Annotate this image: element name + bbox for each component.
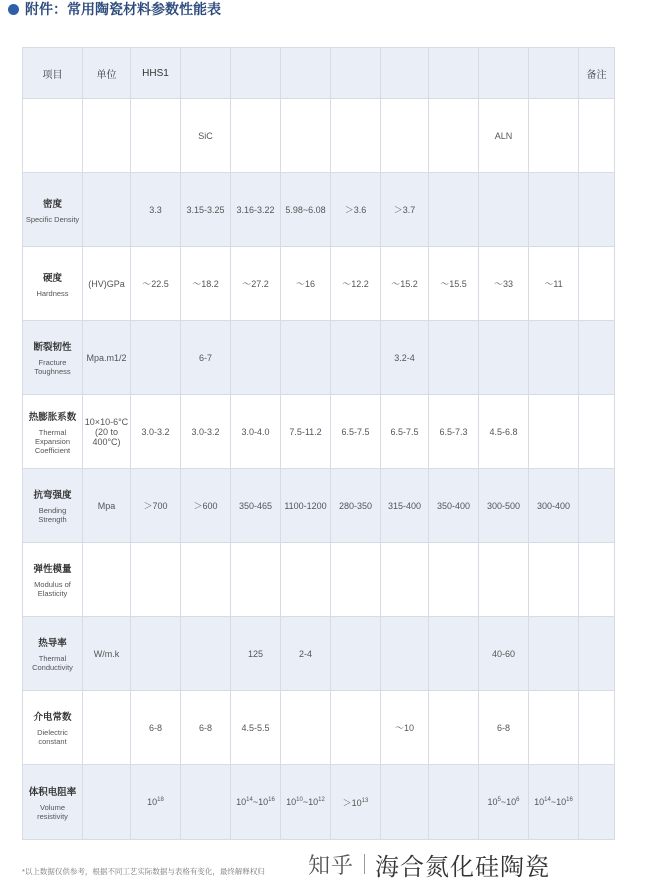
value-cell: $10^5\sim 10^6$	[479, 765, 529, 840]
value-cell	[231, 321, 281, 395]
value-cell	[281, 691, 331, 765]
value-cell	[529, 173, 579, 247]
property-label: 热膨胀系数 Thermal Expansion Coefficient	[23, 395, 83, 469]
value-cell: 6.5-7.3	[429, 395, 479, 469]
value-cell: ～11	[529, 247, 579, 321]
value-cell	[529, 543, 579, 617]
value-cell: 6.5-7.5	[381, 395, 429, 469]
value-cell	[231, 543, 281, 617]
value-cell	[381, 617, 429, 691]
watermark-divider	[364, 854, 365, 874]
header-unit: 单位	[83, 48, 131, 99]
value-cell	[429, 691, 479, 765]
header-material	[529, 48, 579, 99]
bullet-dot-icon	[8, 4, 19, 15]
remark-cell	[579, 617, 615, 691]
value-cell: ～33	[479, 247, 529, 321]
property-label: 断裂韧性 Fracture Toughness	[23, 321, 83, 395]
value-cell: 3.2-4	[381, 321, 429, 395]
table-header-row	[23, 48, 615, 99]
table-row	[23, 173, 615, 247]
header-material: HHS1	[131, 48, 181, 99]
value-cell: ＞3.7	[381, 173, 429, 247]
header-item: 项目	[23, 48, 83, 99]
unit-cell: Mpa.m1/2	[83, 321, 131, 395]
material-cell: ALN	[479, 99, 529, 173]
value-cell: 1100-1200	[281, 469, 331, 543]
value-cell: ＞600	[181, 469, 231, 543]
unit-cell	[83, 173, 131, 247]
value-cell: $10^{14}\sim 10^{16}$	[529, 765, 579, 840]
value-cell: 315-400	[381, 469, 429, 543]
material-cell	[429, 99, 479, 173]
value-cell: 300-400	[529, 469, 579, 543]
unit-cell	[83, 543, 131, 617]
watermark	[308, 846, 550, 882]
remark-cell	[579, 395, 615, 469]
header-remark: 备注	[579, 48, 615, 99]
value-cell	[429, 173, 479, 247]
remark-cell	[579, 173, 615, 247]
remark-cell	[579, 99, 615, 173]
unit-cell: Mpa	[83, 469, 131, 543]
property-label: 密度 Specific Density	[23, 173, 83, 247]
material-cell	[529, 99, 579, 173]
remark-cell	[579, 765, 615, 840]
unit-cell: 10×10-6°C (20 to 400°C)	[83, 395, 131, 469]
value-cell: ～16	[281, 247, 331, 321]
value-cell: 300-500	[479, 469, 529, 543]
property-label: 弹性模量 Modulus of Elasticity	[23, 543, 83, 617]
value-cell: $10^{10}\sim 10^{12}$	[281, 765, 331, 840]
value-cell: 6.5-7.5	[331, 395, 381, 469]
unit-cell	[83, 765, 131, 840]
header-material	[381, 48, 429, 99]
value-cell: ～10	[381, 691, 429, 765]
value-cell	[479, 173, 529, 247]
table-row	[23, 469, 615, 543]
value-cell: ～22.5	[131, 247, 181, 321]
page-title	[8, 0, 221, 18]
value-cell	[529, 691, 579, 765]
value-cell: $10^{14}\sim 10^{16}$	[231, 765, 281, 840]
material-cell	[331, 99, 381, 173]
value-cell: 350-400	[429, 469, 479, 543]
remark-cell	[579, 469, 615, 543]
value-cell: 4.5-5.5	[231, 691, 281, 765]
value-cell	[181, 543, 231, 617]
value-cell: 40-60	[479, 617, 529, 691]
value-cell: ＞3.6	[331, 173, 381, 247]
value-cell: 4.5-6.8	[479, 395, 529, 469]
value-cell: 3.15-3.25	[181, 173, 231, 247]
value-cell	[131, 543, 181, 617]
value-cell	[331, 691, 381, 765]
value-cell	[429, 321, 479, 395]
value-cell: ～15.5	[429, 247, 479, 321]
value-cell: 2-4	[281, 617, 331, 691]
watermark-author: 海合氮化硅陶瓷	[375, 852, 551, 881]
remark-cell	[579, 247, 615, 321]
material-cell	[83, 99, 131, 173]
value-cell: ～15.2	[381, 247, 429, 321]
table-row	[23, 691, 615, 765]
property-label: 体积电阻率 Volume resistivity	[23, 765, 83, 840]
value-cell	[331, 321, 381, 395]
table-row	[23, 247, 615, 321]
value-cell: ＞700	[131, 469, 181, 543]
value-cell: 5.98~6.08	[281, 173, 331, 247]
value-cell	[479, 321, 529, 395]
footnote: *以上数据仅供参考，根据不同工艺实际数据与表格有变化，最终解释权归	[22, 867, 265, 876]
value-cell: 6-8	[479, 691, 529, 765]
table-row	[23, 321, 615, 395]
property-label: 硬度 Hardness	[23, 247, 83, 321]
value-cell	[131, 617, 181, 691]
value-cell: 7.5-11.2	[281, 395, 331, 469]
value-cell	[181, 617, 231, 691]
value-cell	[529, 395, 579, 469]
value-cell	[429, 765, 479, 840]
watermark-source: 知乎	[308, 853, 355, 879]
header-material	[331, 48, 381, 99]
value-cell: 3.0-3.2	[131, 395, 181, 469]
header-material	[181, 48, 231, 99]
value-cell: $>10^{13}$	[331, 765, 381, 840]
header-material	[429, 48, 479, 99]
table-row	[23, 617, 615, 691]
unit-cell: (HV)GPa	[83, 247, 131, 321]
value-cell: ～12.2	[331, 247, 381, 321]
page-title-text: 附件：常用陶瓷材料参数性能表	[25, 1, 221, 17]
value-cell	[281, 543, 331, 617]
remark-cell	[579, 321, 615, 395]
material-cell	[381, 99, 429, 173]
value-cell: 6-8	[181, 691, 231, 765]
value-cell	[429, 617, 479, 691]
property-label: 抗弯强度 Bending Strength	[23, 469, 83, 543]
value-cell: ～18.2	[181, 247, 231, 321]
value-cell: 3.3	[131, 173, 181, 247]
value-cell: 6-7	[181, 321, 231, 395]
value-cell: 125	[231, 617, 281, 691]
value-cell	[381, 765, 429, 840]
value-cell: 350-465	[231, 469, 281, 543]
value-cell	[331, 617, 381, 691]
value-cell	[181, 765, 231, 840]
value-cell	[281, 321, 331, 395]
value-cell: $10^{18}$	[131, 765, 181, 840]
value-cell: 3.0-4.0	[231, 395, 281, 469]
table-row	[23, 395, 615, 469]
unit-cell: W/m.k	[83, 617, 131, 691]
value-cell: 6-8	[131, 691, 181, 765]
header-material	[281, 48, 331, 99]
table-row	[23, 99, 615, 173]
value-cell	[529, 617, 579, 691]
value-cell	[131, 321, 181, 395]
header-material	[231, 48, 281, 99]
value-cell: 280-350	[331, 469, 381, 543]
header-material	[479, 48, 529, 99]
table-row	[23, 543, 615, 617]
property-label: 热导率 Thermal Conductivity	[23, 617, 83, 691]
table-row	[23, 765, 615, 840]
value-cell: ～27.2	[231, 247, 281, 321]
value-cell: 3.0-3.2	[181, 395, 231, 469]
value-cell	[479, 543, 529, 617]
value-cell	[529, 321, 579, 395]
value-cell	[381, 543, 429, 617]
ceramic-properties-table	[22, 47, 615, 840]
value-cell	[331, 543, 381, 617]
material-cell	[23, 99, 83, 173]
remark-cell	[579, 543, 615, 617]
remark-cell	[579, 691, 615, 765]
value-cell	[429, 543, 479, 617]
property-label: 介电常数 Dielectric constant	[23, 691, 83, 765]
material-cell	[231, 99, 281, 173]
material-cell	[281, 99, 331, 173]
value-cell: 3.16-3.22	[231, 173, 281, 247]
material-cell: SiC	[181, 99, 231, 173]
material-cell	[131, 99, 181, 173]
unit-cell	[83, 691, 131, 765]
